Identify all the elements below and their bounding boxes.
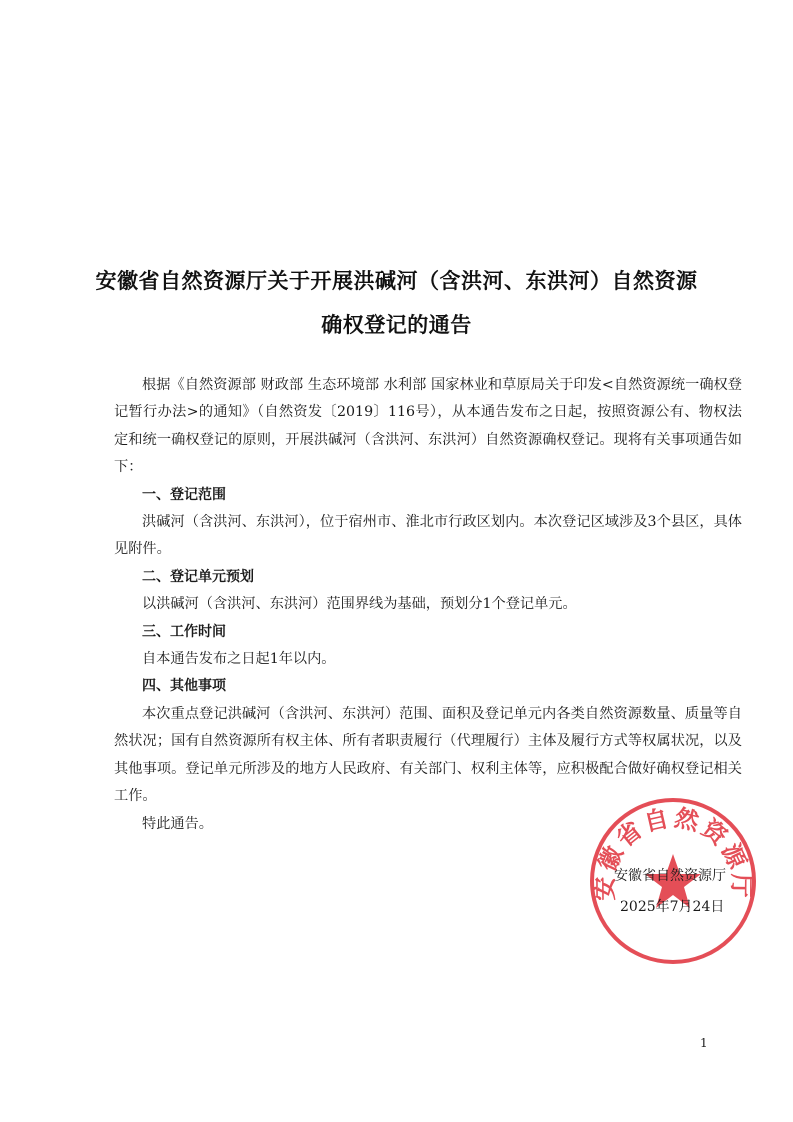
- closing-text: 特此通告。: [142, 815, 213, 832]
- section-heading: 四、其他事项: [142, 678, 226, 695]
- section-heading: 二、登记单元预划: [142, 568, 254, 585]
- document-title-line2: 确权登记的通告: [321, 313, 472, 337]
- section-text: 以洪碱河（含洪河、东洪河）范围界线为基础，预划分1个登记单元。: [142, 596, 577, 613]
- section-text: 自本通告发布之日起1年以内。: [142, 651, 336, 668]
- document-title-line1: 安徽省自然资源厅关于开展洪碱河（含洪河、东洪河）自然资源: [95, 269, 698, 293]
- seal-text: 安徽省自然资源厅: [590, 803, 756, 901]
- signature-organization: 安徽省自然资源厅: [614, 868, 726, 884]
- section-heading: 三、工作时间: [142, 623, 226, 640]
- section-text: 洪碱河（含洪河、东洪河），位于宿州市、淮北市行政区划内。本次登记区域涉及3个县区，具体见附件。: [114, 514, 742, 558]
- section-text: 本次重点登记洪碱河（含洪河、东洪河）范围、面积及登记单元内各类自然资源数量、质量等自然状况；国有自然资源所有权主体、所有者职责履行（代理履行）主体及履行方式等权属状况，以及其他事项。登记单元所涉及的地方人民政府、有关部门、权利主体等，应积极配合做好确权登记相关工作。: [114, 705, 742, 805]
- page-number: 1: [700, 1036, 708, 1050]
- section-heading: 一、登记范围: [142, 486, 226, 503]
- intro-paragraph: 根据《自然资源部 财政部 生态环境部 水利部 国家林业和草原局关于印发<自然资源统一确权登记暂行办法>的通知》（自然资发〔2019〕116号），从本通告发布之日起，按照资源公有、物权法定和统一确权登记的原则，开展洪碱河（含洪河、东洪河）自然资源确权登记。现将有关事项通告如下：: [114, 377, 742, 476]
- signature-date: 2025年7月24日: [620, 899, 725, 915]
- document-body: [114, 372, 742, 838]
